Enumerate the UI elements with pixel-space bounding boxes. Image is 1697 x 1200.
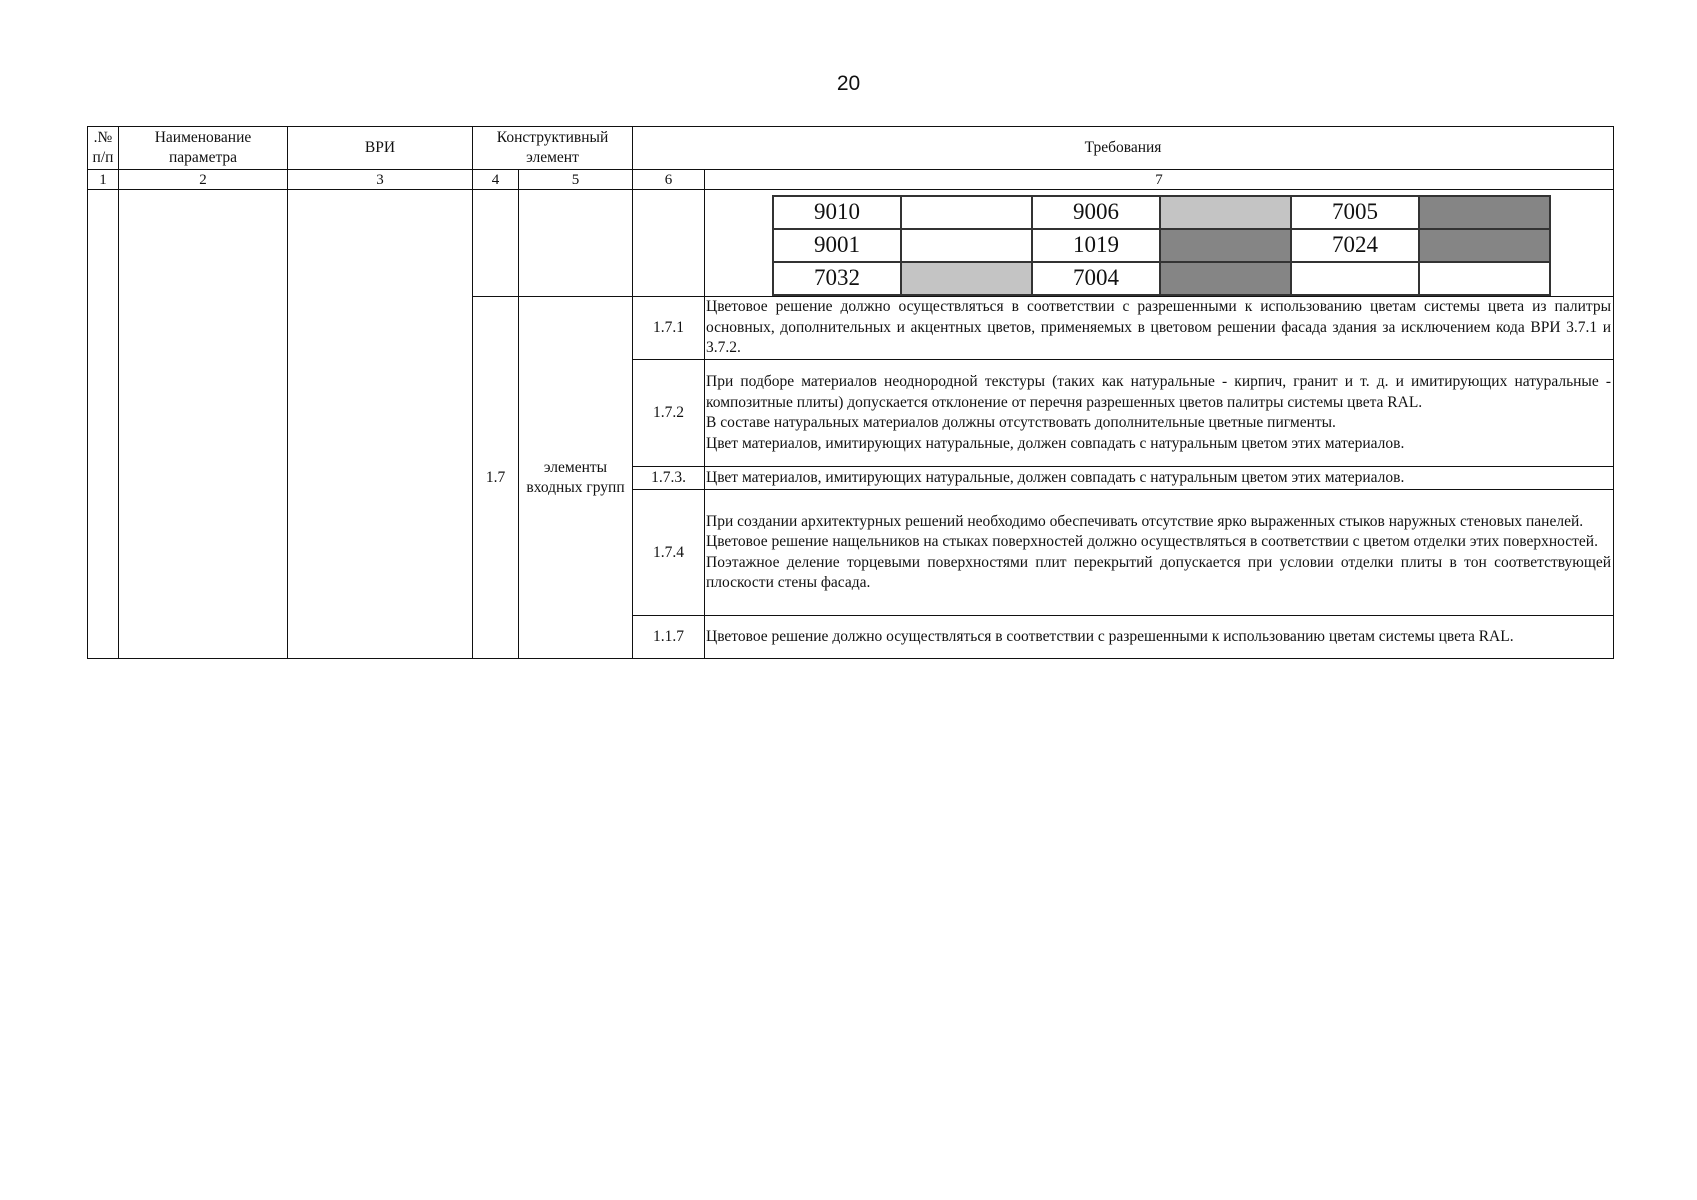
- header-parameter-name: Наименование параметра: [119, 127, 288, 170]
- color-swatch: [901, 229, 1032, 262]
- requirement-text: [705, 360, 1614, 467]
- ral-color-palette: [772, 195, 1551, 296]
- requirement-paragraph: Цвет материалов, имитирующих натуральные, должен совпадать с натуральным цветом этих материалов.: [706, 434, 1405, 452]
- empty-cell: [119, 190, 288, 659]
- column-number: 5: [519, 170, 633, 190]
- column-numbers-row: [88, 170, 1614, 190]
- column-number: 1: [88, 170, 119, 190]
- color-swatch: [1419, 262, 1550, 295]
- requirement-text: [705, 297, 1614, 360]
- color-code: 9010: [773, 196, 901, 229]
- column-number: 2: [119, 170, 288, 190]
- requirement-paragraph: Поэтажное деление торцевыми поверхностями плит перекрытий допускается при условии отделки плиты в тон соответствующей плоскости стены фасада.: [706, 553, 1612, 591]
- empty-cell: [88, 190, 119, 659]
- palette-row-2: [773, 229, 1550, 262]
- color-code: 1019: [1032, 229, 1160, 262]
- requirement-text: [705, 616, 1614, 659]
- requirement-code: 1.7.2: [633, 360, 705, 467]
- color-code: 9001: [773, 229, 901, 262]
- empty-cell: [473, 190, 519, 297]
- palette-row-3: [773, 262, 1550, 295]
- palette-row: [88, 190, 1614, 297]
- color-swatch: [901, 262, 1032, 295]
- column-number: 3: [288, 170, 473, 190]
- color-swatch: [1419, 229, 1550, 262]
- color-code: 9006: [1032, 196, 1160, 229]
- header-number: .№ п/п: [88, 127, 119, 170]
- requirement-paragraph: Цветовое решение должно осуществляться в соответствии с разрешенными к использованию цветам системы цвета RAL.: [706, 627, 1514, 645]
- section-number: 1.7: [473, 297, 519, 659]
- requirement-text: [705, 490, 1614, 616]
- color-code: 7005: [1291, 196, 1419, 229]
- color-code: [1291, 262, 1419, 295]
- section-element: элементы входных групп: [519, 297, 633, 659]
- requirements-table: [87, 126, 1614, 659]
- requirement-code: 1.7.3.: [633, 467, 705, 490]
- requirement-code: 1.7.1: [633, 297, 705, 360]
- color-code: 7004: [1032, 262, 1160, 295]
- column-number: 7: [705, 170, 1614, 190]
- color-swatch: [1160, 196, 1291, 229]
- requirement-paragraph: Цветовое решение должно осуществляться в соответствии с разрешенными к использованию цветам системы цвета из палитры основных, дополнительных и акцентных цветов, применяемых в цветовом решении фасада здания за исключением кода ВРИ 3.7.1 и 3.7.2.: [706, 298, 1612, 357]
- empty-cell: [633, 190, 705, 297]
- page-number: 20: [836, 72, 861, 95]
- color-swatch: [1419, 196, 1550, 229]
- requirement-paragraph: При подборе материалов неоднородной текстуры (таких как натуральные - кирпич, гранит и т. д. и имитирующих натуральные - композитные плиты) допускается отклонение от перечня разрешенных цветов палитры системы цвета RAL.: [706, 373, 1612, 411]
- column-number: 4: [473, 170, 519, 190]
- color-swatch: [1160, 229, 1291, 262]
- empty-cell: [519, 190, 633, 297]
- header-structural-element: Конструктивный элемент: [473, 127, 633, 170]
- requirement-code: 1.1.7: [633, 616, 705, 659]
- requirement-code: 1.7.4: [633, 490, 705, 616]
- header-vri: ВРИ: [288, 127, 473, 170]
- requirement-text: [705, 467, 1614, 490]
- requirement-paragraph: Цвет материалов, имитирующих натуральные, должен совпадать с натуральным цветом этих материалов.: [706, 468, 1405, 486]
- palette-cell: [705, 190, 1614, 297]
- color-code: 7024: [1291, 229, 1419, 262]
- requirement-paragraph: При создании архитектурных решений необходимо обеспечивать отсутствие ярко выраженных стыков наружных стеновых панелей.: [706, 512, 1584, 530]
- color-swatch: [1160, 262, 1291, 295]
- color-code: 7032: [773, 262, 901, 295]
- empty-cell: [288, 190, 473, 659]
- requirement-paragraph: Цветовое решение нащельников на стыках поверхностей должно осуществляться в соответствии с цветом отделки этих поверхностей.: [706, 533, 1598, 550]
- header-requirements: Требования: [633, 127, 1614, 170]
- palette-row-1: [773, 196, 1550, 229]
- requirement-paragraph: В составе натуральных материалов должны отсутствовать дополнительные цветные пигменты.: [706, 414, 1336, 431]
- column-number: 6: [633, 170, 705, 190]
- header-row: [88, 127, 1614, 170]
- color-swatch: [901, 196, 1032, 229]
